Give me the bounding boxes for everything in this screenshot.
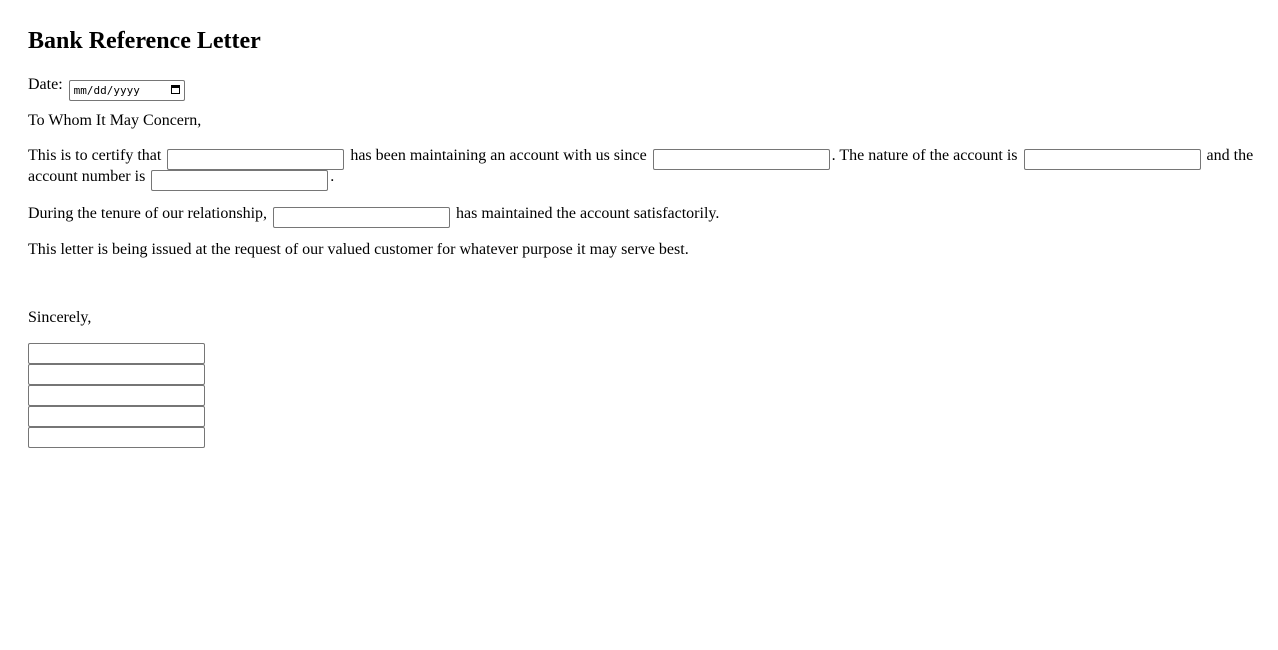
closing-text: Sincerely,: [28, 309, 92, 326]
signature-block: [28, 343, 205, 448]
certify-text-3: . The nature of the account is: [831, 147, 1018, 164]
request-sentence: This letter is being issued at the request of our valued customer for whatever purpose it may serve best.: [28, 241, 689, 258]
account-since-input[interactable]: [653, 149, 830, 170]
calendar-icon[interactable]: [171, 85, 180, 94]
date-row: [28, 74, 187, 101]
certify-text-4: and the: [1206, 147, 1254, 164]
certify-sentence-line-2: [28, 166, 334, 191]
certify-text-1: This is to certify that: [28, 147, 162, 164]
date-label: Date:: [28, 76, 63, 93]
date-placeholder: mm/dd/yyyy: [73, 84, 140, 97]
signature-line-5-input[interactable]: [28, 427, 205, 448]
date-input[interactable]: [69, 80, 185, 101]
account-number-input[interactable]: [151, 170, 328, 191]
signature-line-2-input[interactable]: [28, 364, 205, 385]
greeting: To Whom It May Concern,: [28, 112, 202, 129]
certify-text-2: has been maintaining an account with us since: [350, 147, 647, 164]
signature-line-1-input[interactable]: [28, 343, 205, 364]
tenure-text-2: has maintained the account satisfactorily.: [456, 205, 720, 222]
signature-line-3-input[interactable]: [28, 385, 205, 406]
certify-text-6: .: [330, 168, 335, 185]
tenure-sentence: [28, 203, 719, 228]
signature-line-4-input[interactable]: [28, 406, 205, 427]
tenure-text-1: During the tenure of our relationship,: [28, 205, 268, 222]
tenure-customer-name-input[interactable]: [273, 207, 450, 228]
certify-text-5: account number is: [28, 168, 146, 185]
page-title: Bank Reference Letter: [28, 28, 261, 54]
account-nature-input[interactable]: [1024, 149, 1201, 170]
